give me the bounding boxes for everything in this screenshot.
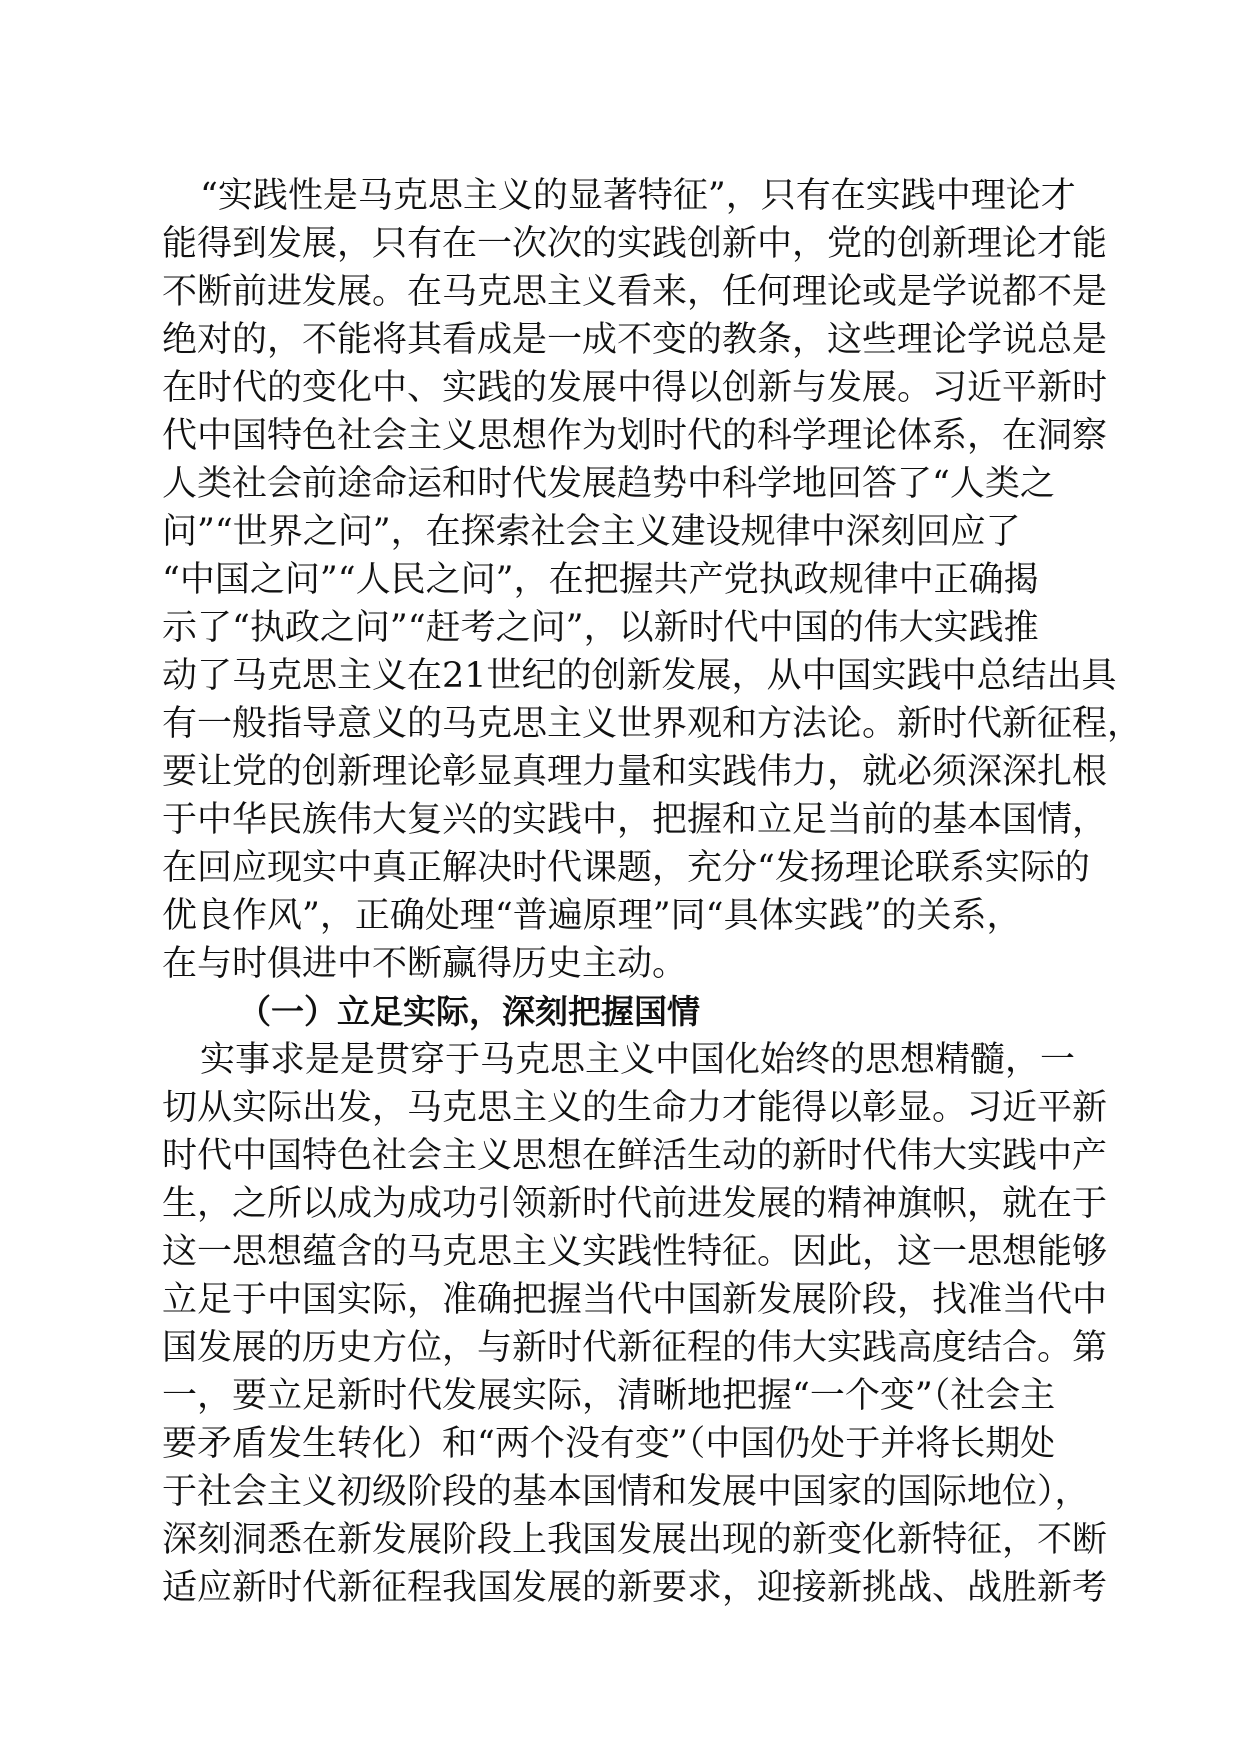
paragraph-1-line: “中国之问”“人民之问”，在把握共产党执政规律中正确揭 — [162, 560, 1039, 600]
paragraph-1-line: 优良作风”，正确处理“普遍原理”同“具体实践”的关系， — [162, 896, 1022, 936]
paragraph-1-line: 有一般指导意义的马克思主义世界观和方法论。新时代新征程， — [162, 704, 1143, 744]
paragraph-1-line: 要让党的创新理论彰显真理力量和实践伟力，就必须深深扎根 — [162, 752, 1108, 792]
paragraph-2-line: 实事求是是贯穿于马克思主义中国化始终的思想精髓，一 — [200, 1040, 1076, 1080]
paragraph-2-line: 适应新时代新征程我国发展的新要求，迎接新挑战、战胜新考 — [162, 1568, 1108, 1608]
paragraph-2-line: 国发展的历史方位，与新时代新征程的伟大实践高度结合。第 — [162, 1328, 1108, 1368]
section-heading: （一）立足实际，深刻把握国情 — [238, 992, 700, 1031]
paragraph-2-line: 深刻洞悉在新发展阶段上我国发展出现的新变化新特征，不断 — [162, 1520, 1108, 1560]
paragraph-2-line: 于社会主义初级阶段的基本国情和发展中国家的国际地位）， — [162, 1472, 1090, 1512]
paragraph-1-line: 在回应现实中真正解决时代课题，充分“发扬理论联系实际的 — [162, 848, 1090, 888]
paragraph-1-line: 代中国特色社会主义思想作为划时代的科学理论体系，在洞察 — [162, 416, 1108, 456]
paragraph-1-line: “实践性是马克思主义的显著特征”，只有在实践中理论才 — [200, 176, 1076, 216]
paragraph-2-line: 要矛盾发生转化）和“两个没有变”（中国仍处于并将长期处 — [162, 1424, 1056, 1464]
paragraph-1-line: 问”“世界之问”，在探索社会主义建设规律中深刻回应了 — [162, 512, 1021, 552]
paragraph-2-line: 生，之所以成为成功引领新时代前进发展的精神旗帜，就在于 — [162, 1184, 1108, 1224]
paragraph-1-line: 动了马克思主义在21世纪的创新发展，从中国实践中总结出具 — [162, 656, 1117, 696]
paragraph-1-line: 不断前进发展。在马克思主义看来，任何理论或是学说都不是 — [162, 272, 1108, 312]
paragraph-2-line: 切从实际出发，马克思主义的生命力才能得以彰显。习近平新 — [162, 1088, 1108, 1128]
paragraph-1-line: 人类社会前途命运和时代发展趋势中科学地回答了“人类之 — [162, 464, 1055, 504]
paragraph-1-line: 绝对的，不能将其看成是一成不变的教条，这些理论学说总是 — [162, 320, 1108, 360]
paragraph-2-line: 时代中国特色社会主义思想在鲜活生动的新时代伟大实践中产 — [162, 1136, 1108, 1176]
paragraph-2-line: 一，要立足新时代发展实际，清晰地把握“一个变”（社会主 — [162, 1376, 1056, 1416]
paragraph-2-line: 立足于中国实际，准确把握当代中国新发展阶段，找准当代中 — [162, 1280, 1108, 1320]
paragraph-1-line: 于中华民族伟大复兴的实践中，把握和立足当前的基本国情， — [162, 800, 1108, 840]
paragraph-2-line: 这一思想蕴含的马克思主义实践性特征。因此，这一思想能够 — [162, 1232, 1108, 1272]
paragraph-1-line: 在与时俱进中不断赢得历史主动。 — [162, 944, 688, 984]
paragraph-1-line: 在时代的变化中、实践的发展中得以创新与发展。习近平新时 — [162, 368, 1108, 408]
paragraph-1-line: 示了“执政之问”“赶考之问”，以新时代中国的伟大实践推 — [162, 608, 1039, 648]
paragraph-1-line: 能得到发展，只有在一次次的实践创新中，党的创新理论才能 — [162, 224, 1108, 264]
